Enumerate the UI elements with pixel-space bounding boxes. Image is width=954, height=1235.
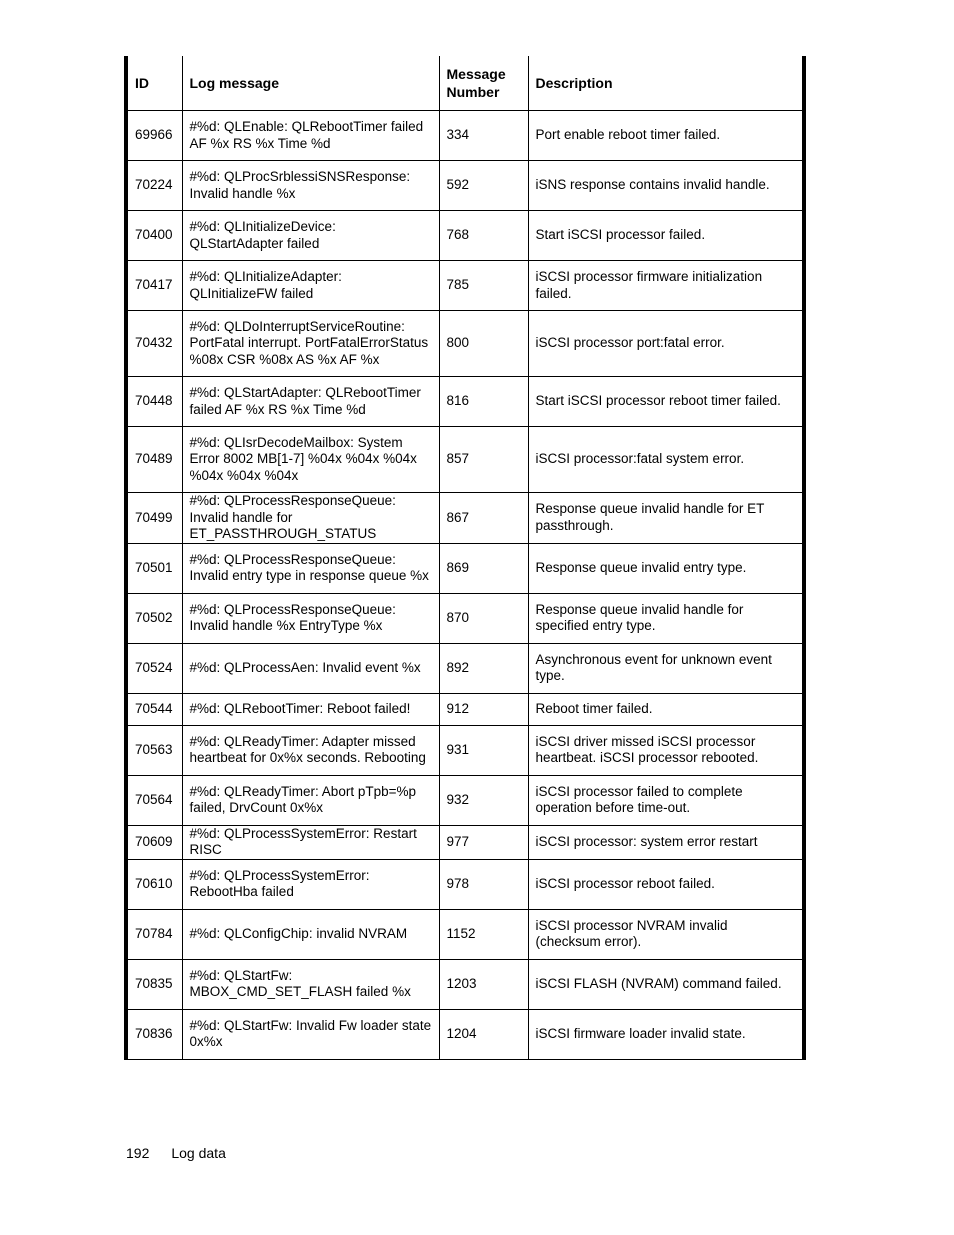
row-message-number: 977 <box>439 825 528 859</box>
table-row <box>126 725 804 775</box>
row-id: 69966 <box>126 111 182 161</box>
header-message-number-line2: Number <box>446 84 500 100</box>
row-message-number: 592 <box>439 161 528 211</box>
row-log-message: #%d: QLStartFw: MBOX_CMD_SET_FLASH failed %x <box>182 959 439 1009</box>
table-row <box>126 909 804 959</box>
table-body <box>126 111 804 1060</box>
header-message-number <box>439 56 528 111</box>
row-message-number: 912 <box>439 693 528 725</box>
table-row <box>126 959 804 1009</box>
row-log-message: #%d: QLReadyTimer: Adapter missed heartbeat for 0x%x seconds. Rebooting <box>182 725 439 775</box>
table-row <box>126 211 804 261</box>
log-data-table-container <box>124 56 802 1060</box>
row-log-message: #%d: QLIsrDecodeMailbox: System Error 8002 MB[1-7] %04x %04x %04x %04x %04x %04x <box>182 427 439 493</box>
row-id: 70564 <box>126 775 182 825</box>
row-log-message: #%d: QLProcessAen: Invalid event %x <box>182 643 439 693</box>
table-row <box>126 775 804 825</box>
row-id: 70432 <box>126 311 182 377</box>
row-id: 70499 <box>126 493 182 544</box>
row-log-message: #%d: QLProcSrblessiSNSResponse: Invalid handle %x <box>182 161 439 211</box>
table-row <box>126 825 804 859</box>
row-log-message: #%d: QLReadyTimer: Abort pTpb=%p failed, DrvCount 0x%x <box>182 775 439 825</box>
table-row <box>126 311 804 377</box>
table-row <box>126 593 804 643</box>
row-description: iSCSI processor failed to complete operation before time-out. <box>528 775 804 825</box>
row-description: Response queue invalid entry type. <box>528 543 804 593</box>
row-message-number: 978 <box>439 859 528 909</box>
row-id: 70224 <box>126 161 182 211</box>
row-description: iSCSI processor reboot failed. <box>528 859 804 909</box>
row-log-message: #%d: QLProcessSystemError: RebootHba failed <box>182 859 439 909</box>
row-message-number: 892 <box>439 643 528 693</box>
row-description: iSCSI processor:fatal system error. <box>528 427 804 493</box>
row-log-message: #%d: QLInitializeDevice: QLStartAdapter failed <box>182 211 439 261</box>
row-id: 70448 <box>126 377 182 427</box>
row-log-message: #%d: QLInitializeAdapter: QLInitializeFW failed <box>182 261 439 311</box>
row-message-number: 867 <box>439 493 528 544</box>
row-id: 70400 <box>126 211 182 261</box>
table-row <box>126 427 804 493</box>
header-log-message: Log message <box>182 56 439 111</box>
row-log-message: #%d: QLStartAdapter: QLRebootTimer failed AF %x RS %x Time %d <box>182 377 439 427</box>
table-row <box>126 111 804 161</box>
row-id: 70417 <box>126 261 182 311</box>
row-log-message: #%d: QLProcessResponseQueue: Invalid entry type in response queue %x <box>182 543 439 593</box>
row-description: Response queue invalid handle for ET passthrough. <box>528 493 804 544</box>
row-message-number: 1152 <box>439 909 528 959</box>
table-header-row <box>126 56 804 111</box>
row-description: iSCSI FLASH (NVRAM) command failed. <box>528 959 804 1009</box>
table-row <box>126 543 804 593</box>
table-row <box>126 1009 804 1059</box>
row-id: 70501 <box>126 543 182 593</box>
row-description: Start iSCSI processor reboot timer failed. <box>528 377 804 427</box>
log-data-table <box>124 56 806 1060</box>
row-message-number: 785 <box>439 261 528 311</box>
table-row <box>126 493 804 544</box>
footer-section-title: Log data <box>171 1145 226 1161</box>
row-id: 70524 <box>126 643 182 693</box>
row-description: iSNS response contains invalid handle. <box>528 161 804 211</box>
row-id: 70610 <box>126 859 182 909</box>
row-id: 70502 <box>126 593 182 643</box>
row-log-message: #%d: QLProcessResponseQueue: Invalid handle %x EntryType %x <box>182 593 439 643</box>
row-message-number: 870 <box>439 593 528 643</box>
header-id: ID <box>126 56 182 111</box>
row-log-message: #%d: QLStartFw: Invalid Fw loader state 0x%x <box>182 1009 439 1059</box>
header-message-number-line1: Message <box>446 66 506 82</box>
table-row <box>126 161 804 211</box>
table-row <box>126 859 804 909</box>
header-description: Description <box>528 56 804 111</box>
page-number: 192 <box>126 1145 150 1161</box>
row-message-number: 816 <box>439 377 528 427</box>
row-id: 70563 <box>126 725 182 775</box>
row-description: iSCSI firmware loader invalid state. <box>528 1009 804 1059</box>
row-message-number: 1204 <box>439 1009 528 1059</box>
row-log-message: #%d: QLProcessSystemError: Restart RISC <box>182 825 439 859</box>
row-id: 70609 <box>126 825 182 859</box>
row-description: Asynchronous event for unknown event type. <box>528 643 804 693</box>
row-message-number: 768 <box>439 211 528 261</box>
row-id: 70784 <box>126 909 182 959</box>
table-row <box>126 693 804 725</box>
row-log-message: #%d: QLConfigChip: invalid NVRAM <box>182 909 439 959</box>
row-message-number: 932 <box>439 775 528 825</box>
row-description: Reboot timer failed. <box>528 693 804 725</box>
page-footer <box>126 1145 226 1161</box>
row-message-number: 869 <box>439 543 528 593</box>
row-id: 70835 <box>126 959 182 1009</box>
row-description: Start iSCSI processor failed. <box>528 211 804 261</box>
row-message-number: 1203 <box>439 959 528 1009</box>
row-message-number: 334 <box>439 111 528 161</box>
row-log-message: #%d: QLDoInterruptServiceRoutine: PortFatal interrupt. PortFatalErrorStatus %08x CSR %08x AS %x AF %x <box>182 311 439 377</box>
row-message-number: 931 <box>439 725 528 775</box>
row-log-message: #%d: QLEnable: QLRebootTimer failed AF %x RS %x Time %d <box>182 111 439 161</box>
row-description: iSCSI processor port:fatal error. <box>528 311 804 377</box>
row-id: 70836 <box>126 1009 182 1059</box>
row-description: iSCSI processor: system error restart <box>528 825 804 859</box>
row-description: Port enable reboot timer failed. <box>528 111 804 161</box>
row-message-number: 800 <box>439 311 528 377</box>
row-id: 70489 <box>126 427 182 493</box>
table-row <box>126 377 804 427</box>
row-log-message: #%d: QLRebootTimer: Reboot failed! <box>182 693 439 725</box>
row-description: Response queue invalid handle for specified entry type. <box>528 593 804 643</box>
row-id: 70544 <box>126 693 182 725</box>
row-description: iSCSI driver missed iSCSI processor heartbeat. iSCSI processor rebooted. <box>528 725 804 775</box>
row-log-message: #%d: QLProcessResponseQueue: Invalid handle for ET_PASSTHROUGH_STATUS <box>182 493 439 544</box>
table-row <box>126 643 804 693</box>
row-description: iSCSI processor firmware initialization failed. <box>528 261 804 311</box>
table-row <box>126 261 804 311</box>
row-description: iSCSI processor NVRAM invalid (checksum error). <box>528 909 804 959</box>
row-message-number: 857 <box>439 427 528 493</box>
